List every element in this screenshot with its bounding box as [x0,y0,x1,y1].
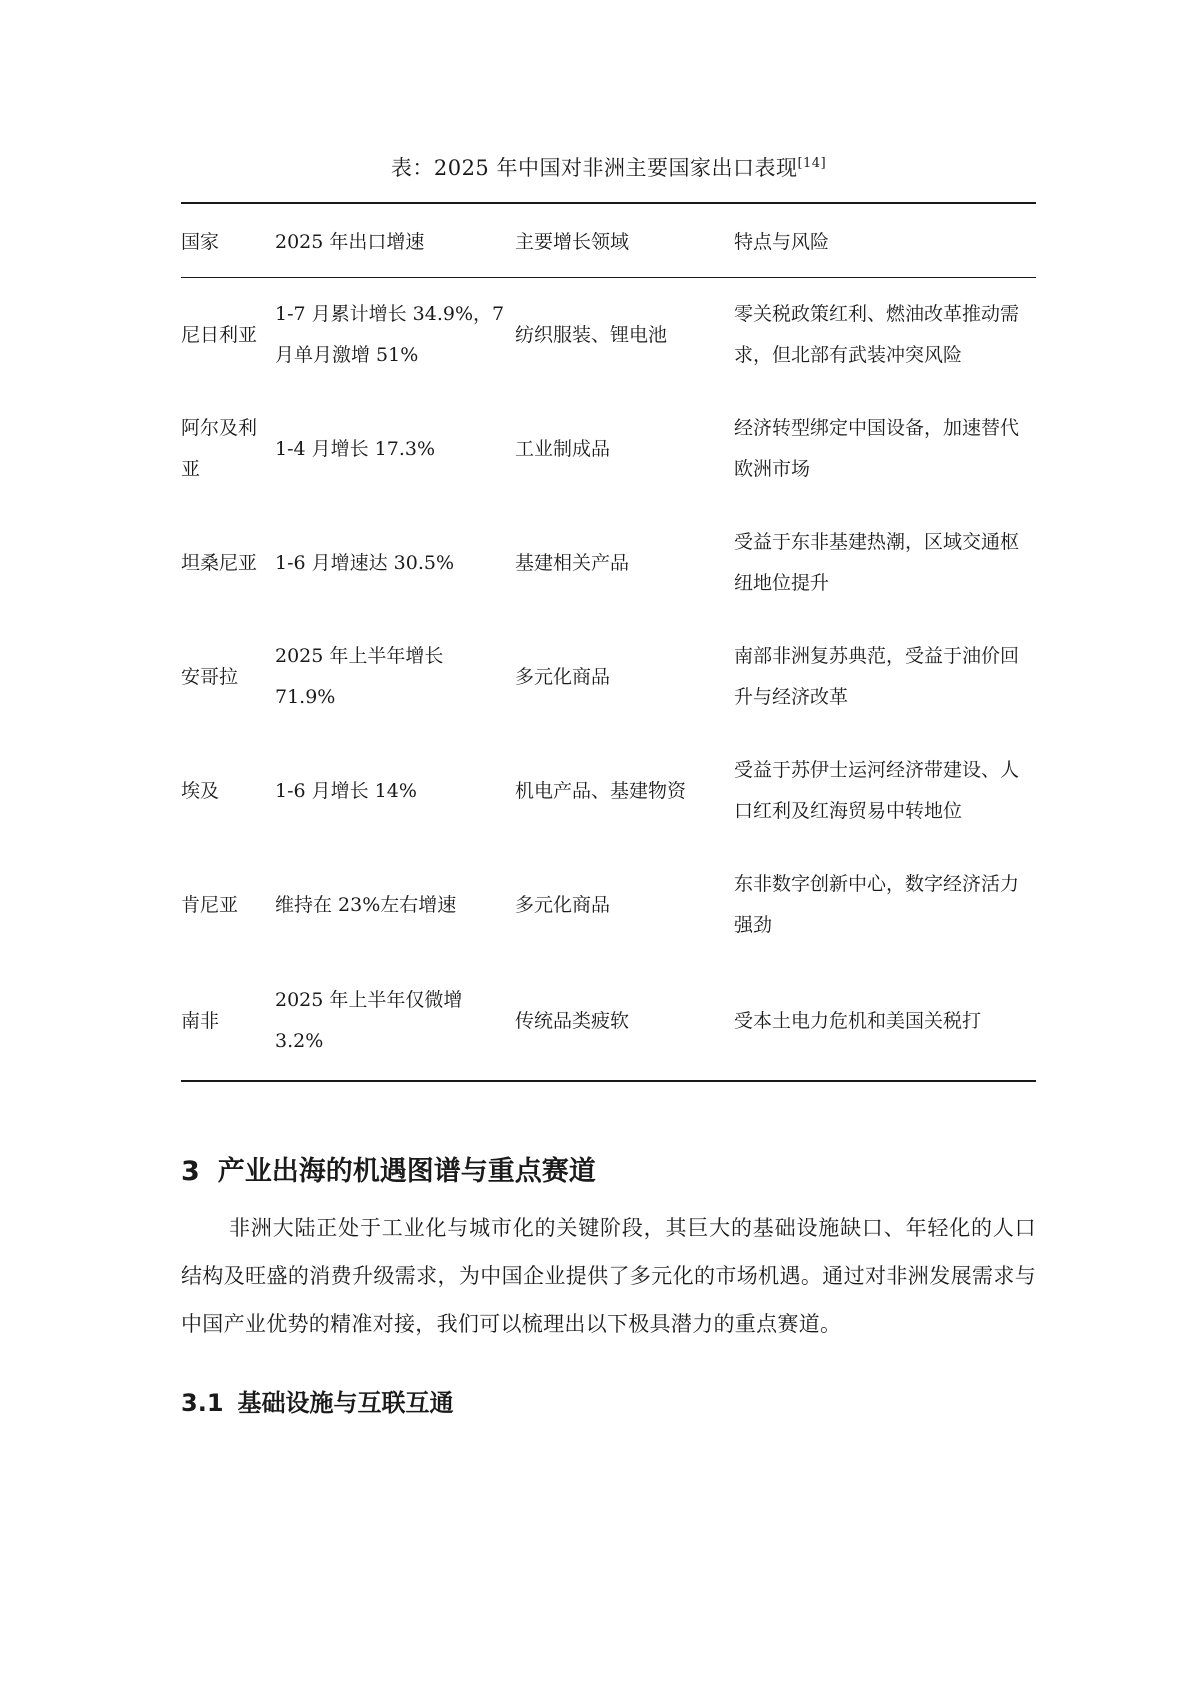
table-caption-text: 表：2025 年中国对非洲主要国家出口表现 [390,156,798,180]
cell-features: 零关税政策红利、燃油改革推动需求，但北部有武装冲突风险 [734,303,1020,366]
section-heading [181,1154,1036,1190]
cell-sectors: 基建相关产品 [515,551,630,574]
table-row [181,962,1036,1081]
cell-country: 尼日利亚 [181,323,258,346]
cell-sectors: 工业制成品 [515,437,611,460]
column-header-sectors: 主要增长领域 [515,231,630,253]
cell-growth: 2025 年上半年仅微增 3.2% [275,989,463,1052]
cell-features: 南部非洲复苏典范，受益于油价回升与经济改革 [734,645,1020,708]
cell-growth: 1-4 月增长 17.3% [275,437,436,460]
table-row [181,278,1036,393]
column-header-features: 特点与风险 [734,231,830,253]
column-header-growth: 2025 年出口增速 [275,231,425,253]
table-header-row [181,203,1036,278]
cell-sectors: 机电产品、基建物资 [515,779,687,802]
cell-country: 埃及 [181,779,220,802]
section-number: 3 [181,1156,200,1187]
subsection-title: 基础设施与互联互通 [237,1389,454,1417]
table-row [181,734,1036,848]
cell-features: 经济转型绑定中国设备，加速替代欧洲市场 [734,417,1020,480]
subsection-heading [181,1386,1036,1420]
cell-growth: 2025 年上半年增长 71.9% [275,645,444,708]
citation-reference[interactable]: [14] [797,156,827,171]
cell-growth: 维持在 23%左右增速 [275,893,457,916]
cell-growth: 1-6 月增长 14% [275,779,417,802]
cell-country: 阿尔及利亚 [181,417,258,480]
table-caption [181,150,1036,186]
cell-sectors: 传统品类疲软 [515,1009,630,1032]
cell-growth: 1-6 月增速达 30.5% [275,551,455,574]
section-title: 产业出海的机遇图谱与重点赛道 [217,1156,596,1187]
cell-sectors: 多元化商品 [515,893,611,916]
cell-features: 东非数字创新中心，数字经济活力强劲 [734,873,1020,936]
document-page [181,150,1036,1420]
cell-country: 南非 [181,1009,220,1032]
cell-features: 受本土电力危机和美国关税打 [734,1009,982,1032]
body-paragraph: 非洲大陆正处于工业化与城市化的关键阶段，其巨大的基础设施缺口、年轻化的人口结构及旺盛的消费升级需求，为中国企业提供了多元化的市场机遇。通过对非洲发展需求与中国产业优势的精准对接，我们可以梳理出以下极具潜力的重点赛道。 [181,1216,1036,1336]
cell-sectors: 纺织服装、锂电池 [515,323,668,346]
cell-features: 受益于东非基建热潮，区域交通枢纽地位提升 [734,531,1020,594]
cell-country: 肯尼亚 [181,893,239,916]
cell-features: 受益于苏伊士运河经济带建设、人口红利及红海贸易中转地位 [734,759,1020,822]
cell-country: 坦桑尼亚 [181,551,258,574]
table-row [181,620,1036,734]
column-header-country: 国家 [181,231,220,253]
cell-sectors: 多元化商品 [515,665,611,688]
cell-growth: 1-7 月累计增长 34.9%，7 月单月激增 51% [275,303,505,366]
table-row [181,848,1036,962]
table-row [181,392,1036,506]
subsection-number: 3.1 [181,1389,224,1417]
cell-country: 安哥拉 [181,665,239,688]
table-row [181,506,1036,620]
export-performance-table [181,202,1036,1082]
